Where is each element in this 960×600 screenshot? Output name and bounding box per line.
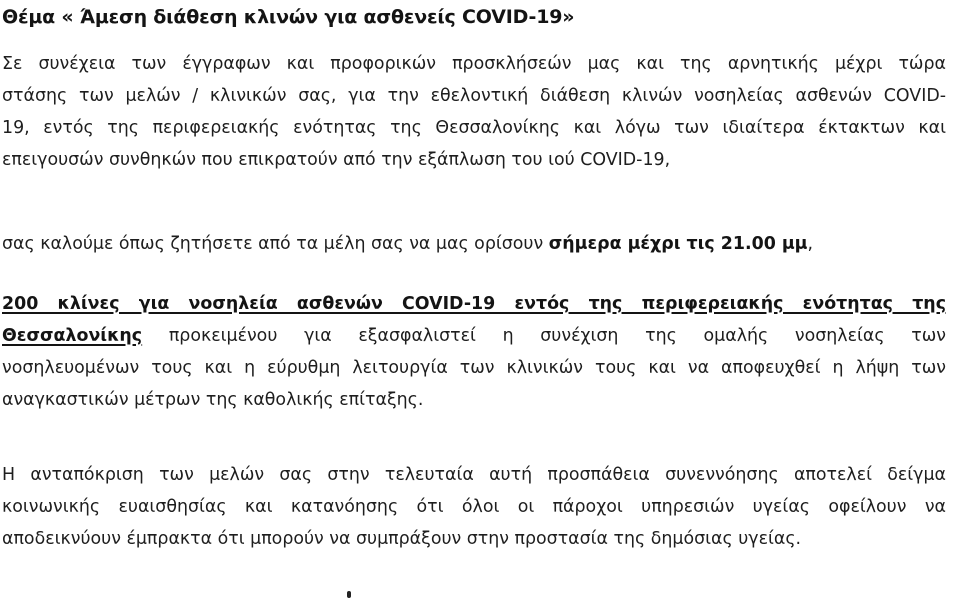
city-name: Θεσσαλονίκης [2, 326, 143, 346]
paragraph-line: Σε συνέχεια των έγγραφων και προφορικών προσκλήσεών μας και της αρνητικής μέχρι τώρα [2, 54, 946, 74]
deadline-text: σήμερα μέχρι τις 21.00 μμ [548, 234, 808, 254]
paragraph-line: νοσηλευομένων τους και η εύρυθμη λειτουργία των κλινικών τους και να αποφευχθεί η λήψη των [2, 358, 946, 378]
paragraph-closing [2, 459, 946, 555]
paragraph-line: Η ανταπόκριση των μελών σας στην τελευταία αυτή προσπάθεια συνεννόησης αποτελεί δείγμα [2, 465, 946, 485]
paragraph-line: στάσης των μελών / κλινικών σας, για την εθελοντική διάθεση κλινών νοσηλείας ασθενών COVID- [2, 86, 946, 106]
request-text: σας καλούμε όπως ζητήσετε από τα μέλη σας να μας ορίσουν [2, 234, 549, 254]
paragraph-beds-demand [2, 288, 946, 416]
paragraph-line: κοινωνικής ευαισθησίας και κατανόησης ότι όλοι οι πάροχοι υπηρεσιών υγείας οφείλουν να [2, 497, 946, 517]
paragraph-line: αποδεικνύουν έμπρακτα ότι μπορούν να συμπράξουν στην προστασία της δημόσιας υγείας. [2, 529, 802, 549]
purpose-text: προκειμένου για εξασφαλιστεί η συνέχιση της ομαλής νοσηλείας των [142, 326, 946, 346]
letter-subject: Θέμα « Άμεση διάθεση κλινών για ασθενείς COVID-19» [2, 6, 575, 28]
paragraph-context [2, 48, 946, 176]
paragraph-line: 19, εντός της περιφερειακής ενότητας της Θεσσαλονίκης και λόγω των ιδιαίτερα έκτακτων και [2, 118, 946, 138]
ink-dot-mark [347, 591, 351, 598]
paragraph-line: αναγκαστικών μέτρων της καθολικής επίταξης. [2, 390, 424, 410]
paragraph-line: επειγουσών συνθηκών που επικρατούν από την εξάπλωση του ιού COVID-19, [2, 150, 671, 170]
paragraph-line [2, 320, 946, 352]
paragraph-line [2, 228, 946, 260]
beds-demand-line: 200 κλίνες για νοσηλεία ασθενών COVID-19 εντός της περιφερειακής ενότητας της [2, 294, 946, 314]
request-end: , [807, 234, 813, 254]
paragraph-request [2, 228, 946, 260]
